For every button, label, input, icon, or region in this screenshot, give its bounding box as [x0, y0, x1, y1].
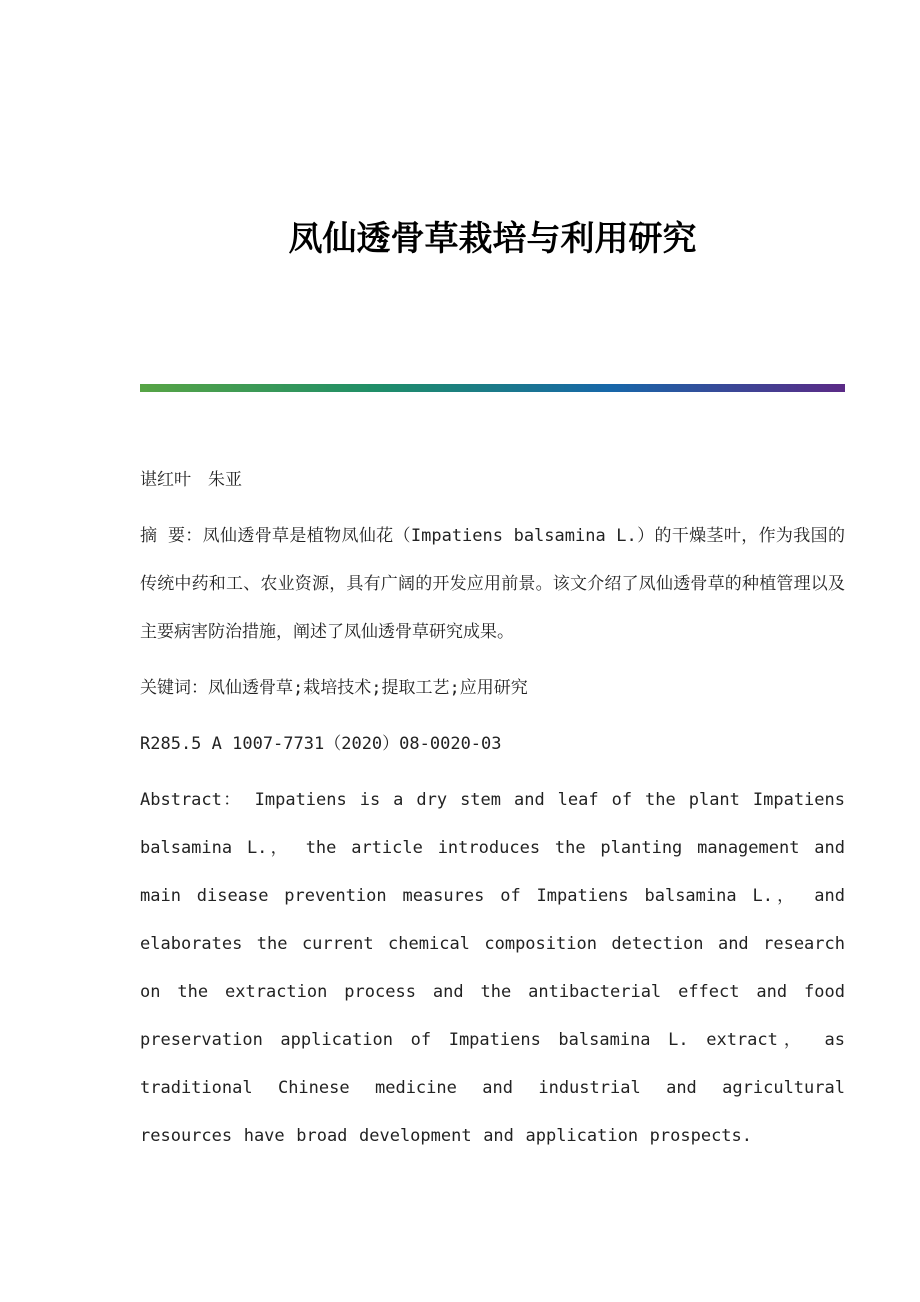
article-title: 凤仙透骨草栽培与利用研究: [288, 219, 697, 259]
keywords-line: 关键词：凤仙透骨草;栽培技术;提取工艺;应用研究: [140, 678, 528, 698]
abstract-chinese: 摘 要：凤仙透骨草是植物凤仙花（Impatiens balsamina L.）的干燥茎叶，作为我国的传统中药和工、农业资源，具有广阔的开发应用前景。该文介绍了凤仙透骨草的种植管理以及主要病害防治措施，阐述了凤仙透骨草研究成果。: [140, 526, 845, 642]
document-content: [0, 218, 920, 1160]
abstract-english: Abstract： Impatiens is a dry stem and leaf of the plant Impatiens balsamina L.， the article introduces the planting management and main disease prevention measures of Impatiens balsamina L.， and elaborates the current chemical composition detection and research on the extraction process and the antibacterial effect and food preservation application of Impatiens balsamina L. extract， as traditional Chinese medicine and industrial and agricultural resources have broad development and application prospects.: [140, 790, 845, 1146]
classification-line: R285.5 A 1007-7731（2020）08-0020-03: [140, 734, 502, 754]
authors-line: 谌红叶 朱亚: [140, 470, 242, 490]
gradient-divider: [140, 384, 845, 392]
